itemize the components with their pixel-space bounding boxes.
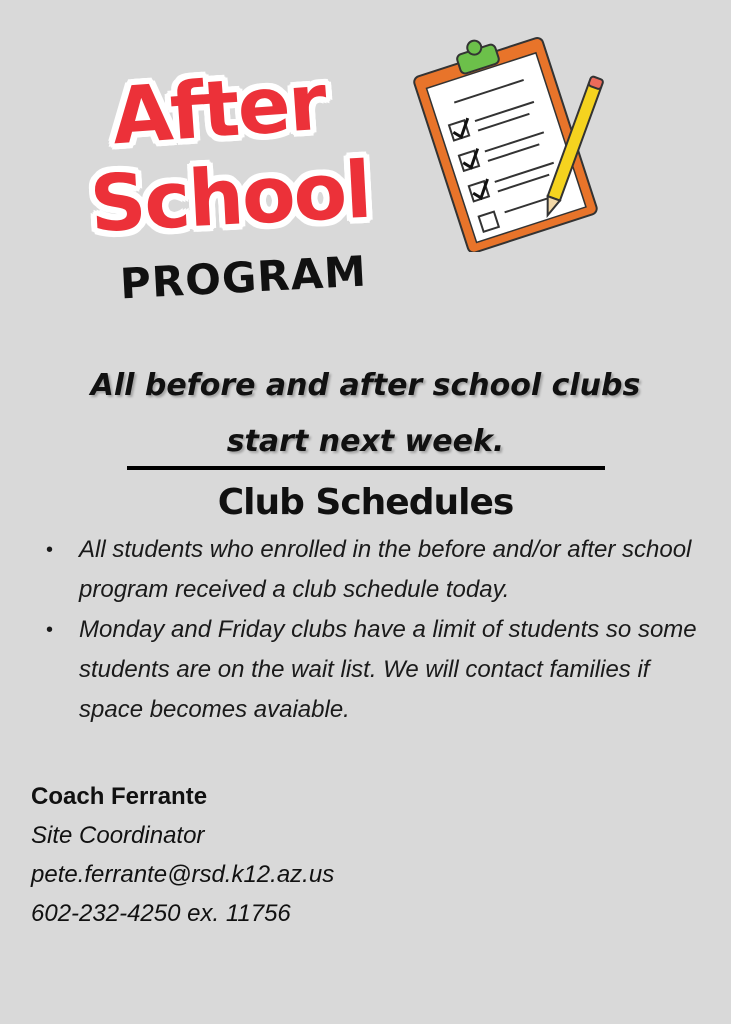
bullet-list	[46, 530, 706, 730]
logo-school-text: School	[87, 145, 373, 251]
clipboard-checklist-icon	[408, 30, 608, 252]
after-school-program-logo	[80, 55, 380, 325]
headline-line-2: start next week.	[226, 424, 505, 459]
bullet-dot-icon: •	[46, 539, 54, 561]
logo-program-text: PROGRAM	[118, 246, 369, 309]
contact-block	[31, 777, 711, 933]
contact-name: Coach Ferrante	[31, 783, 208, 810]
contact-email[interactable]: pete.ferrante@rsd.k12.az.us	[31, 861, 335, 888]
bullet-dot-icon: •	[46, 619, 54, 641]
list-item-text: Monday and Friday clubs have a limit of students so some students are on the wait list. We will contact families if space becomes avaiable.	[79, 616, 697, 723]
contact-title: Site Coordinator	[31, 822, 205, 849]
headline-line-1: All before and after school clubs	[90, 368, 641, 403]
logo-after-text: After	[109, 57, 328, 163]
contact-phone[interactable]: 602-232-4250 ex. 11756	[31, 900, 291, 927]
section-title: Club Schedules	[217, 482, 514, 523]
list-item-text: All students who enrolled in the before and/or after school program received a club schedule today.	[79, 536, 692, 603]
list-item	[46, 530, 706, 610]
headline	[20, 358, 711, 470]
horizontal-divider	[127, 466, 605, 470]
list-item	[46, 610, 706, 730]
